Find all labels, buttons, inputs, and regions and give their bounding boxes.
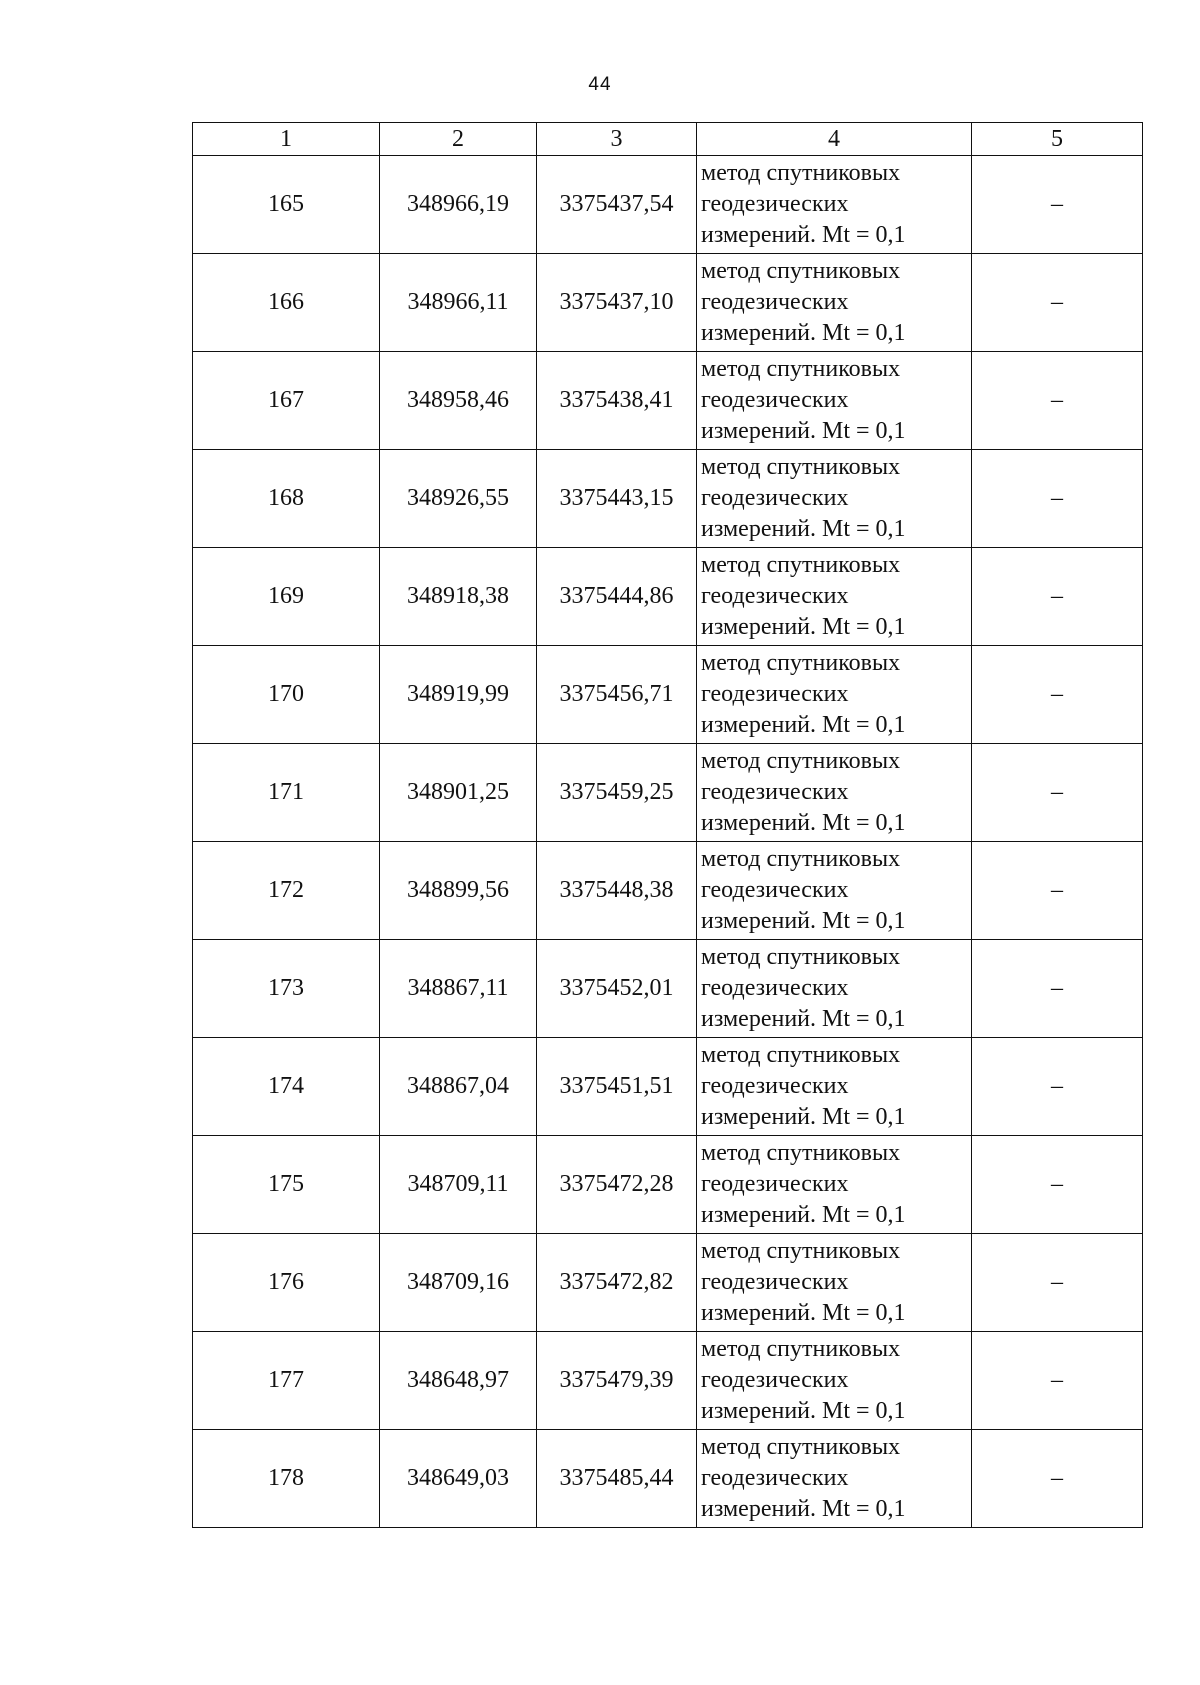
y-coordinate-cell: 3375459,25 bbox=[537, 744, 697, 842]
method-description-cell bbox=[697, 450, 972, 548]
method-line: геодезических bbox=[701, 1465, 849, 1491]
method-line: метод спутниковых bbox=[701, 944, 901, 970]
method-line: измерений. Mt = 0,1 bbox=[701, 1398, 906, 1424]
col5-cell: – bbox=[972, 156, 1143, 254]
point-number-cell: 172 bbox=[193, 842, 380, 940]
method-description-cell bbox=[697, 548, 972, 646]
col5-cell: – bbox=[972, 548, 1143, 646]
method-description-cell bbox=[697, 1038, 972, 1136]
point-number-cell: 167 bbox=[193, 352, 380, 450]
point-number-cell: 174 bbox=[193, 1038, 380, 1136]
table-row bbox=[193, 1038, 1143, 1136]
table-row bbox=[193, 254, 1143, 352]
method-line: метод спутниковых bbox=[701, 160, 901, 186]
y-coordinate-cell: 3375485,44 bbox=[537, 1430, 697, 1528]
method-line: измерений. Mt = 0,1 bbox=[701, 1104, 906, 1130]
method-line: геодезических bbox=[701, 1269, 849, 1295]
y-coordinate-cell: 3375451,51 bbox=[537, 1038, 697, 1136]
x-coordinate-cell: 348899,56 bbox=[380, 842, 537, 940]
method-line: измерений. Mt = 0,1 bbox=[701, 320, 906, 346]
method-line: геодезических bbox=[701, 583, 849, 609]
x-coordinate-cell: 348648,97 bbox=[380, 1332, 537, 1430]
col5-cell: – bbox=[972, 1332, 1143, 1430]
x-coordinate-cell: 348867,11 bbox=[380, 940, 537, 1038]
method-line: метод спутниковых bbox=[701, 1434, 901, 1460]
method-line: измерений. Mt = 0,1 bbox=[701, 810, 906, 836]
method-line: метод спутниковых bbox=[701, 748, 901, 774]
col5-cell: – bbox=[972, 352, 1143, 450]
method-description-cell bbox=[697, 1430, 972, 1528]
table-row bbox=[193, 744, 1143, 842]
x-coordinate-cell: 348918,38 bbox=[380, 548, 537, 646]
method-description-cell bbox=[697, 352, 972, 450]
y-coordinate-cell: 3375479,39 bbox=[537, 1332, 697, 1430]
method-line: геодезических bbox=[701, 681, 849, 707]
method-line: измерений. Mt = 0,1 bbox=[701, 712, 906, 738]
col5-cell: – bbox=[972, 254, 1143, 352]
x-coordinate-cell: 348966,19 bbox=[380, 156, 537, 254]
header-col-2: 2 bbox=[380, 123, 537, 156]
method-line: метод спутниковых bbox=[701, 454, 901, 480]
method-line: геодезических bbox=[701, 387, 849, 413]
table-row bbox=[193, 1332, 1143, 1430]
col5-cell: – bbox=[972, 842, 1143, 940]
point-number-cell: 176 bbox=[193, 1234, 380, 1332]
method-line: геодезических bbox=[701, 1073, 849, 1099]
method-line: метод спутниковых bbox=[701, 846, 901, 872]
method-line: метод спутниковых bbox=[701, 1336, 901, 1362]
method-line: геодезических bbox=[701, 289, 849, 315]
coordinates-table bbox=[192, 122, 1143, 1528]
point-number-cell: 173 bbox=[193, 940, 380, 1038]
y-coordinate-cell: 3375444,86 bbox=[537, 548, 697, 646]
method-line: измерений. Mt = 0,1 bbox=[701, 222, 906, 248]
method-line: геодезических bbox=[701, 877, 849, 903]
x-coordinate-cell: 348649,03 bbox=[380, 1430, 537, 1528]
point-number-cell: 165 bbox=[193, 156, 380, 254]
method-line: метод спутниковых bbox=[701, 650, 901, 676]
x-coordinate-cell: 348709,11 bbox=[380, 1136, 537, 1234]
y-coordinate-cell: 3375437,54 bbox=[537, 156, 697, 254]
col5-cell: – bbox=[972, 646, 1143, 744]
point-number-cell: 171 bbox=[193, 744, 380, 842]
method-line: измерений. Mt = 0,1 bbox=[701, 516, 906, 542]
x-coordinate-cell: 348867,04 bbox=[380, 1038, 537, 1136]
y-coordinate-cell: 3375437,10 bbox=[537, 254, 697, 352]
method-line: измерений. Mt = 0,1 bbox=[701, 1300, 906, 1326]
col5-cell: – bbox=[972, 1136, 1143, 1234]
method-line: измерений. Mt = 0,1 bbox=[701, 418, 906, 444]
method-description-cell bbox=[697, 156, 972, 254]
method-line: метод спутниковых bbox=[701, 258, 901, 284]
table-header-row bbox=[193, 123, 1143, 156]
x-coordinate-cell: 348958,46 bbox=[380, 352, 537, 450]
point-number-cell: 169 bbox=[193, 548, 380, 646]
x-coordinate-cell: 348966,11 bbox=[380, 254, 537, 352]
y-coordinate-cell: 3375438,41 bbox=[537, 352, 697, 450]
y-coordinate-cell: 3375443,15 bbox=[537, 450, 697, 548]
table-row bbox=[193, 352, 1143, 450]
method-line: геодезических bbox=[701, 1367, 849, 1393]
method-description-cell bbox=[697, 1136, 972, 1234]
y-coordinate-cell: 3375456,71 bbox=[537, 646, 697, 744]
header-col-3: 3 bbox=[537, 123, 697, 156]
table-row bbox=[193, 548, 1143, 646]
header-col-1: 1 bbox=[193, 123, 380, 156]
table-row bbox=[193, 156, 1143, 254]
method-description-cell bbox=[697, 254, 972, 352]
method-description-cell bbox=[697, 842, 972, 940]
col5-cell: – bbox=[972, 450, 1143, 548]
x-coordinate-cell: 348901,25 bbox=[380, 744, 537, 842]
y-coordinate-cell: 3375472,28 bbox=[537, 1136, 697, 1234]
method-line: измерений. Mt = 0,1 bbox=[701, 1006, 906, 1032]
method-line: измерений. Mt = 0,1 bbox=[701, 1496, 906, 1522]
table-row bbox=[193, 940, 1143, 1038]
method-line: геодезических bbox=[701, 779, 849, 805]
page-number: 44 bbox=[588, 74, 612, 95]
y-coordinate-cell: 3375472,82 bbox=[537, 1234, 697, 1332]
table-row bbox=[193, 1234, 1143, 1332]
point-number-cell: 175 bbox=[193, 1136, 380, 1234]
col5-cell: – bbox=[972, 1038, 1143, 1136]
method-description-cell bbox=[697, 744, 972, 842]
method-line: геодезических bbox=[701, 1171, 849, 1197]
method-line: геодезических bbox=[701, 975, 849, 1001]
method-line: геодезических bbox=[701, 485, 849, 511]
x-coordinate-cell: 348919,99 bbox=[380, 646, 537, 744]
point-number-cell: 170 bbox=[193, 646, 380, 744]
method-description-cell bbox=[697, 646, 972, 744]
point-number-cell: 178 bbox=[193, 1430, 380, 1528]
method-description-cell bbox=[697, 1332, 972, 1430]
method-line: метод спутниковых bbox=[701, 1042, 901, 1068]
table-row bbox=[193, 842, 1143, 940]
method-description-cell bbox=[697, 940, 972, 1038]
method-line: измерений. Mt = 0,1 bbox=[701, 1202, 906, 1228]
method-line: измерений. Mt = 0,1 bbox=[701, 908, 906, 934]
table-row bbox=[193, 1136, 1143, 1234]
method-line: метод спутниковых bbox=[701, 552, 901, 578]
method-description-cell bbox=[697, 1234, 972, 1332]
x-coordinate-cell: 348709,16 bbox=[380, 1234, 537, 1332]
point-number-cell: 177 bbox=[193, 1332, 380, 1430]
method-line: измерений. Mt = 0,1 bbox=[701, 614, 906, 640]
col5-cell: – bbox=[972, 744, 1143, 842]
col5-cell: – bbox=[972, 1430, 1143, 1528]
method-line: метод спутниковых bbox=[701, 356, 901, 382]
y-coordinate-cell: 3375452,01 bbox=[537, 940, 697, 1038]
point-number-cell: 166 bbox=[193, 254, 380, 352]
method-line: геодезических bbox=[701, 191, 849, 217]
method-line: метод спутниковых bbox=[701, 1140, 901, 1166]
col5-cell: – bbox=[972, 1234, 1143, 1332]
table-body bbox=[193, 156, 1143, 1528]
y-coordinate-cell: 3375448,38 bbox=[537, 842, 697, 940]
table-row bbox=[193, 1430, 1143, 1528]
header-col-4: 4 bbox=[697, 123, 972, 156]
method-line: метод спутниковых bbox=[701, 1238, 901, 1264]
header-col-5: 5 bbox=[972, 123, 1143, 156]
table-row bbox=[193, 646, 1143, 744]
table-row bbox=[193, 450, 1143, 548]
point-number-cell: 168 bbox=[193, 450, 380, 548]
x-coordinate-cell: 348926,55 bbox=[380, 450, 537, 548]
col5-cell: – bbox=[972, 940, 1143, 1038]
